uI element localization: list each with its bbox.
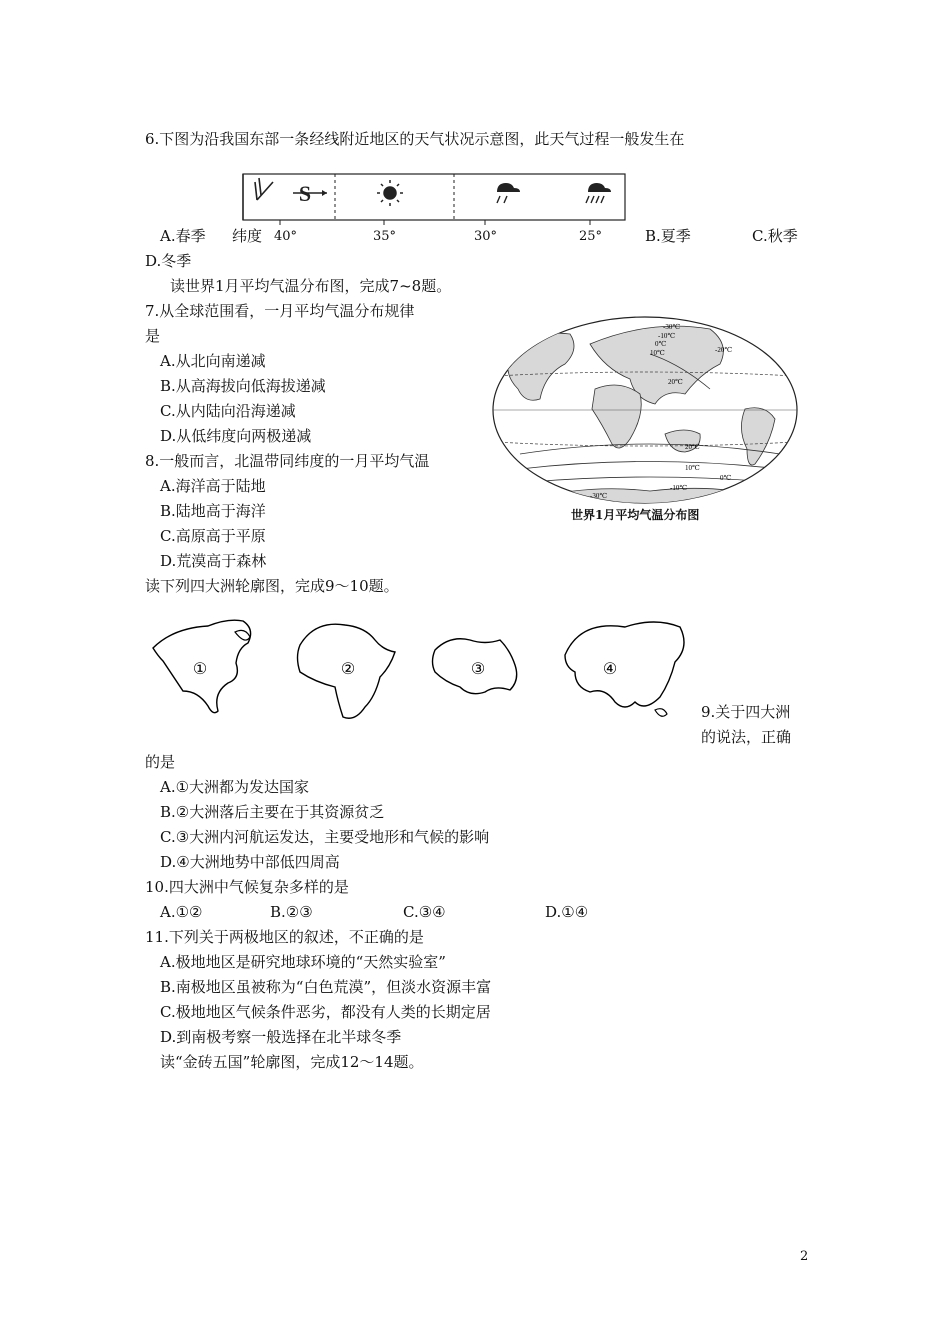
- continent-europe: [433, 639, 517, 694]
- q6-option-d[interactable]: D.冬季: [145, 252, 192, 270]
- isotherm-label: -10℃: [670, 484, 688, 492]
- q11-option-c[interactable]: C.极地地区气候条件恶劣，都没有人类的长期定居: [160, 1003, 491, 1021]
- isotherm-label: -10℃: [658, 332, 676, 340]
- q9-stem-cont: 的说法，正确: [701, 728, 792, 746]
- q10-option-c[interactable]: C.③④: [403, 903, 446, 921]
- q10-option-d[interactable]: D.①④: [545, 903, 589, 921]
- q9-option-b[interactable]: B.②大洲落后主要在于其资源贫乏: [160, 803, 385, 821]
- svg-text:S: S: [298, 181, 312, 206]
- q11-option-d[interactable]: D.到南极考察一般选择在北半球冬季: [160, 1028, 402, 1046]
- q9-option-a[interactable]: A.①大洲都为发达国家: [160, 778, 310, 796]
- lat-25: 25°: [579, 229, 603, 244]
- isotherm-label: -30℃: [590, 492, 608, 500]
- q6-option-a[interactable]: A.春季: [160, 227, 206, 245]
- lat-40: 40°: [274, 229, 298, 244]
- svg-text:③: ③: [470, 661, 486, 678]
- light-rain-icon: [497, 183, 520, 203]
- q9-stem-end: 的是: [145, 753, 176, 771]
- continent-outlines: [145, 610, 695, 740]
- read-instruction-1: 读世界1月平均气温分布图，完成7~8题。: [170, 277, 452, 295]
- q10-stem: 10.四大洲中气候复杂多样的是: [145, 878, 349, 896]
- svg-text:④: ④: [602, 661, 618, 678]
- isotherm-label: 10℃: [685, 464, 700, 472]
- q8-option-a[interactable]: A.海洋高于陆地: [160, 477, 266, 495]
- isotherm-label: 10℃: [650, 349, 665, 357]
- q8-option-d[interactable]: D.荒漠高于森林: [160, 552, 267, 570]
- read-instruction-2: 读下列四大洲轮廓图，完成9～10题。: [145, 577, 399, 595]
- q7-option-c[interactable]: C.从内陆向沿海递减: [160, 402, 296, 420]
- wind-barb-icon: [255, 178, 273, 200]
- isotherm-label: 0℃: [655, 340, 667, 348]
- q7-stem-cont: 是: [145, 327, 161, 345]
- q11-stem: 11.下列关于两极地区的叙述，不正确的是: [145, 928, 424, 946]
- q8-option-b[interactable]: B.陆地高于海洋: [160, 502, 266, 520]
- q8-stem: 8.一般而言，北温带同纬度的一月平均气温: [145, 452, 430, 470]
- continent-asia: [565, 622, 684, 716]
- q6-stem: 6.下图为沿我国东部一条经线附近地区的天气状况示意图，此天气过程一般发生在: [145, 130, 685, 148]
- q10-option-a[interactable]: A.①②: [160, 903, 203, 921]
- continent-north-america: [153, 620, 251, 712]
- q9-option-c[interactable]: C.③大洲内河航运发达，主要受地形和气候的影响: [160, 828, 490, 846]
- isotherm-label: -30℃: [663, 323, 681, 331]
- q11-option-b[interactable]: B.南极地区虽被称为“白色荒漠”，但淡水资源丰富: [160, 978, 492, 996]
- q6-option-b[interactable]: B.夏季: [645, 227, 691, 245]
- q7-option-b[interactable]: B.从高海拔向低海拔递减: [160, 377, 326, 395]
- svg-text:①: ①: [192, 661, 208, 678]
- q7-option-d[interactable]: D.从低纬度向两极递减: [160, 427, 312, 445]
- q9-option-d[interactable]: D.④大洲地势中部低四周高: [160, 853, 340, 871]
- world-temperature-map: [490, 314, 800, 506]
- lat-30: 30°: [474, 229, 498, 244]
- q9-stem: 9.关于四大洲: [701, 703, 791, 721]
- q6-option-c[interactable]: C.秋季: [752, 227, 798, 245]
- q10-option-b[interactable]: B.②③: [270, 903, 313, 921]
- read-instruction-3: 读“金砖五国”轮廓图，完成12～14题。: [160, 1053, 424, 1071]
- q11-option-a[interactable]: A.极地地区是研究地球环境的“天然实验室”: [160, 953, 446, 971]
- sun-icon: [377, 180, 403, 206]
- q7-stem: 7.从全球范围看，一月平均气温分布规律: [145, 302, 415, 320]
- map-caption: 世界1月平均气温分布图: [571, 508, 700, 522]
- isotherm-label: 20℃: [668, 378, 683, 386]
- isotherm-label: 20℃: [685, 443, 700, 451]
- isotherm-label: 0℃: [720, 474, 732, 482]
- sandstorm-icon: [293, 181, 327, 206]
- latitude-label: 纬度: [232, 227, 263, 245]
- svg-text:②: ②: [340, 661, 356, 678]
- isotherm-label: -20℃: [715, 346, 733, 354]
- page-number: 2: [800, 1249, 809, 1264]
- q7-option-a[interactable]: A.从北向南递减: [160, 352, 266, 370]
- heavy-rain-icon: [586, 183, 611, 203]
- continent-africa: [298, 624, 396, 718]
- lat-35: 35°: [373, 229, 397, 244]
- q8-option-c[interactable]: C.高原高于平原: [160, 527, 266, 545]
